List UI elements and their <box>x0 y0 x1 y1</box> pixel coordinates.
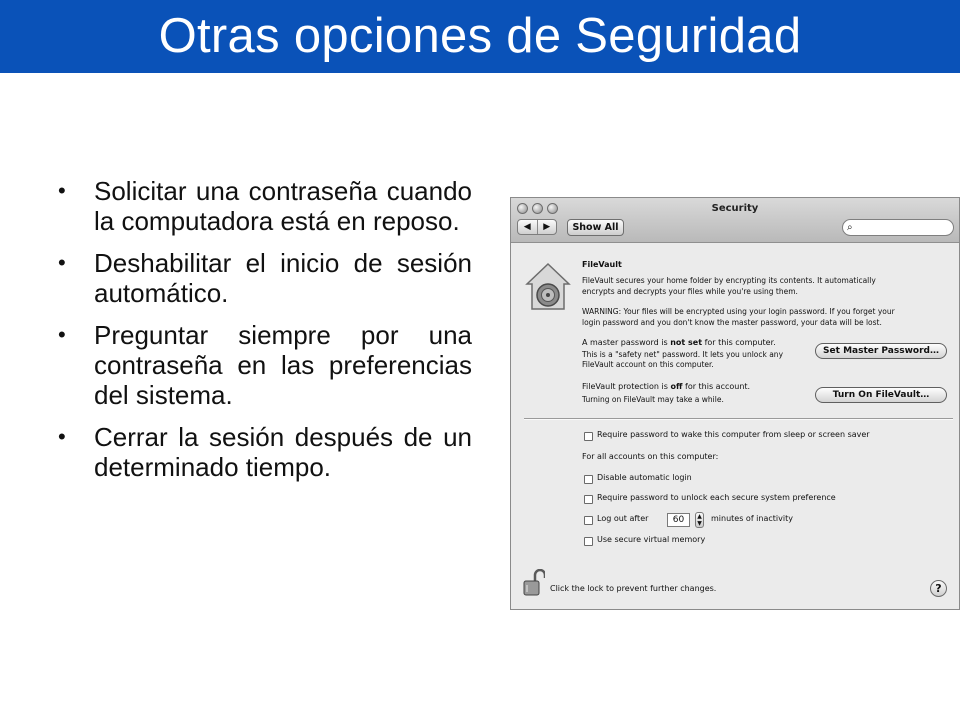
bullet-item <box>56 176 472 236</box>
magnifier-icon: ⌕ <box>847 222 853 233</box>
logout-checkbox[interactable] <box>584 516 593 525</box>
logout-minutes-field[interactable]: 60 <box>667 513 690 527</box>
section-divider <box>524 418 953 420</box>
window-title: Security <box>711 203 759 214</box>
filevault-protection-status: FileVault protection is off for this account. <box>582 382 751 391</box>
show-all-button[interactable]: Show All <box>567 219 624 236</box>
filevault-house-icon <box>525 262 571 312</box>
bullet-text: Deshabilitar el inicio de sesión automático. <box>94 248 472 308</box>
filevault-warning: WARNING: Your files will be encrypted using your login password. If you forget your <box>582 307 895 316</box>
require-unlock-checkbox[interactable] <box>584 495 593 504</box>
bullet-text: Cerrar la sesión después de un determinado tiempo. <box>94 422 472 482</box>
filevault-protection-note: Turning on FileVault may take a while. <box>582 395 724 404</box>
master-password-status: A master password is not set for this computer. <box>582 338 776 347</box>
open-lock-icon[interactable] <box>523 569 545 597</box>
secure-vm-label: Use secure virtual memory <box>597 535 706 544</box>
slide-title-bar <box>0 0 960 73</box>
security-preferences-window <box>510 197 960 610</box>
filevault-description: encrypts and decrypts your files while you're using them. <box>582 287 798 296</box>
disable-login-checkbox[interactable] <box>584 475 593 484</box>
back-button[interactable]: ◀ <box>518 220 538 234</box>
bullet-item <box>56 422 472 482</box>
bullet-text: Solicitar una contraseña cuando la computadora está en reposo. <box>94 176 472 236</box>
search-input[interactable] <box>842 219 954 236</box>
master-password-note: This is a "safety net" password. It lets you unlock any <box>582 350 784 359</box>
filevault-heading: FileVault <box>582 260 622 269</box>
bullet-item <box>56 248 472 308</box>
bullet-dot-icon: • <box>58 424 66 449</box>
bullet-dot-icon: • <box>58 250 66 275</box>
require-wake-checkbox[interactable] <box>584 432 593 441</box>
disable-login-label: Disable automatic login <box>597 473 692 482</box>
require-wake-label: Require password to wake this computer from sleep or screen saver <box>597 430 870 439</box>
help-button[interactable]: ? <box>930 580 947 597</box>
bullet-dot-icon: • <box>58 178 66 203</box>
slide-title: Otras opciones de Seguridad <box>158 9 802 63</box>
lock-instruction: Click the lock to prevent further changes. <box>550 584 717 593</box>
logout-minutes-label: minutes of inactivity <box>711 514 793 523</box>
logout-minutes-stepper[interactable]: ▲ ▼ <box>695 512 704 528</box>
window-toolbar <box>511 198 959 243</box>
bullet-list <box>56 176 472 482</box>
master-password-note: FileVault account on this computer. <box>582 360 714 369</box>
back-forward-buttons <box>517 219 557 235</box>
bullet-item <box>56 320 472 410</box>
all-accounts-label: For all accounts on this computer: <box>582 452 719 461</box>
turn-on-filevault-button[interactable]: Turn On FileVault… <box>815 387 947 403</box>
forward-button[interactable]: ▶ <box>543 222 551 232</box>
logout-label: Log out after <box>597 514 649 523</box>
secure-vm-checkbox[interactable] <box>584 537 593 546</box>
bullet-dot-icon: • <box>58 322 66 347</box>
set-master-password-button[interactable]: Set Master Password… <box>815 343 947 359</box>
filevault-warning: login password and you don't know the master password, your data will be lost. <box>582 318 882 327</box>
bullet-text: Preguntar siempre por una contraseña en las preferencias del sistema. <box>94 320 472 410</box>
filevault-description: FileVault secures your home folder by encrypting its contents. It automatically <box>582 276 876 285</box>
require-unlock-label: Require password to unlock each secure system preference <box>597 493 836 502</box>
